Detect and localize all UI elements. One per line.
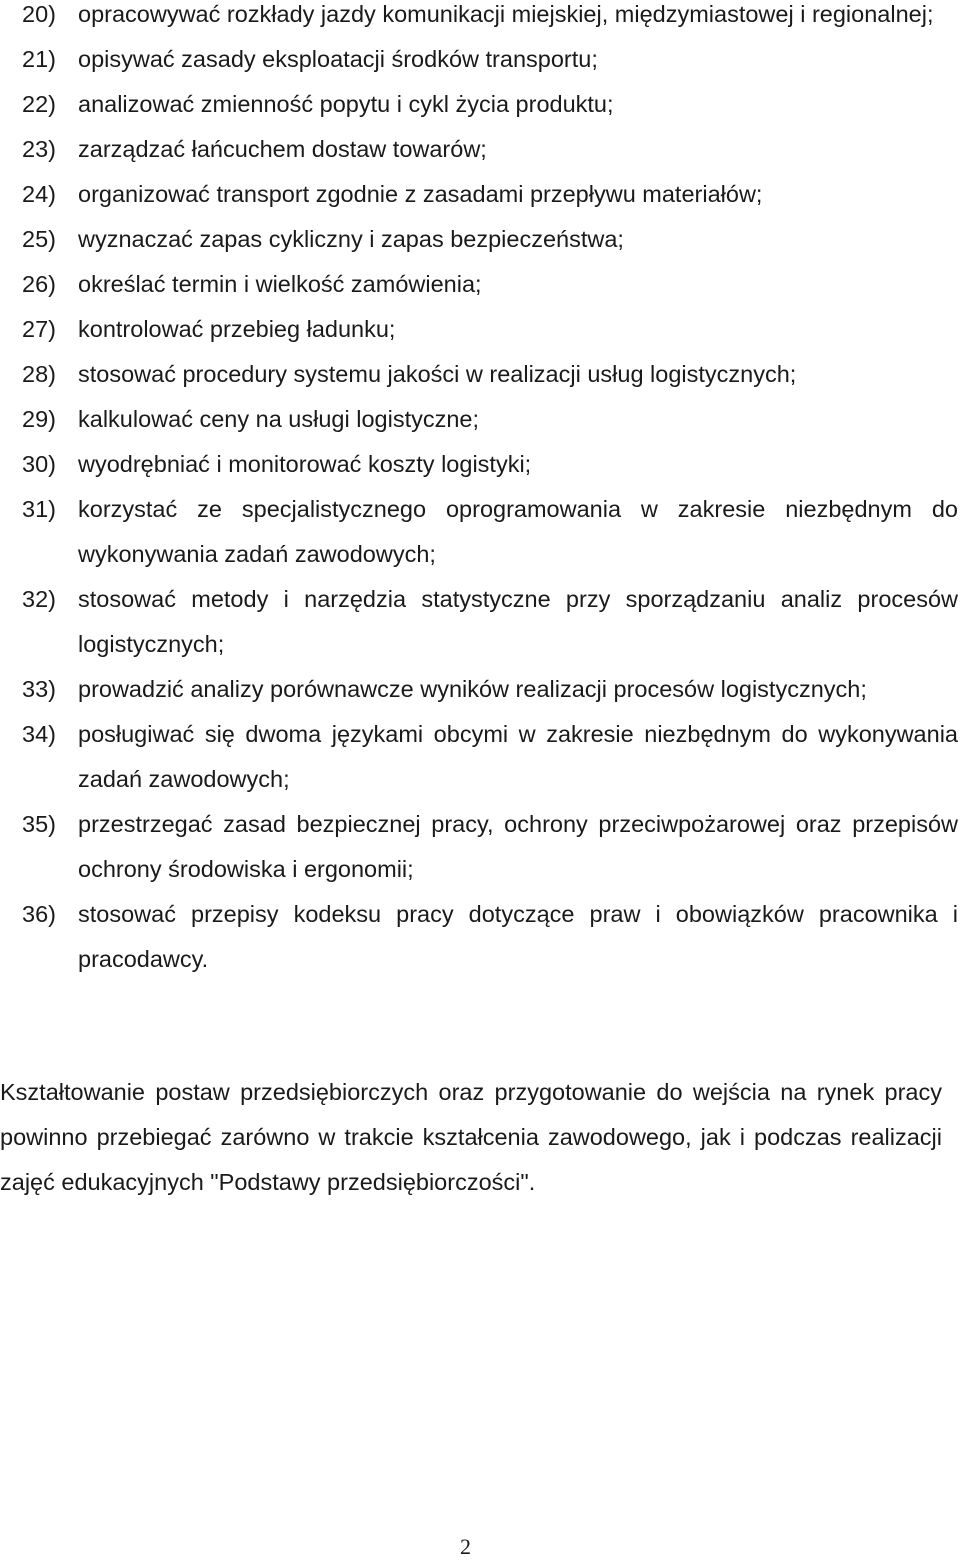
item-number: 31) <box>22 496 56 522</box>
learning-outcomes-list <box>22 0 958 982</box>
list-item <box>22 0 958 37</box>
list-item <box>22 82 958 127</box>
item-text: prowadzić analizy porównawcze wyników realizacji procesów logistycznych; <box>78 676 867 702</box>
list-item <box>22 172 958 217</box>
item-text: stosować metody i narzędzia statystyczne przy sporządzaniu analiz procesów logistycznych; <box>78 586 958 657</box>
entrepreneurship-paragraph: Kształtowanie postaw przedsiębiorczych oraz przygotowanie do wejścia na rynek pracy powinno przebiegać zarówno w trakcie kształcenia zawodowego, jak i podczas realizacji zajęć edukacyjnych "Podstawy przedsiębiorczości". <box>0 1079 942 1195</box>
item-number: 32) <box>22 586 56 612</box>
item-number: 30) <box>22 451 56 477</box>
list-item <box>22 217 958 262</box>
item-number: 20) <box>22 1 56 27</box>
list-item <box>22 802 958 892</box>
list-item <box>22 712 958 802</box>
item-text: stosować procedury systemu jakości w realizacji usług logistycznych; <box>78 361 797 387</box>
list-item <box>22 262 958 307</box>
item-number: 22) <box>22 91 56 117</box>
item-number: 33) <box>22 676 56 702</box>
item-number: 35) <box>22 811 56 837</box>
item-number: 34) <box>22 721 56 747</box>
page-number: 2 <box>460 1534 471 1559</box>
item-number: 25) <box>22 226 56 252</box>
list-item <box>22 307 958 352</box>
item-text: kontrolować przebieg ładunku; <box>78 316 396 342</box>
list-item <box>22 127 958 172</box>
item-text: organizować transport zgodnie z zasadami przepływu materiałów; <box>78 181 763 207</box>
item-text: posługiwać się dwoma językami obcymi w zakresie niezbędnym do wykonywania zadań zawodowych; <box>78 721 958 792</box>
list-item <box>22 397 958 442</box>
item-number: 36) <box>22 901 56 927</box>
list-item <box>22 577 958 667</box>
item-text: analizować zmienność popytu i cykl życia produktu; <box>78 91 614 117</box>
item-text: kalkulować ceny na usługi logistyczne; <box>78 406 480 432</box>
list-item <box>22 442 958 487</box>
item-number: 29) <box>22 406 56 432</box>
item-text: wyodrębniać i monitorować koszty logistyki; <box>78 451 532 477</box>
item-number: 28) <box>22 361 56 387</box>
item-text: przestrzegać zasad bezpiecznej pracy, ochrony przeciwpożarowej oraz przepisów ochrony środowiska i ergonomii; <box>78 811 958 882</box>
item-number: 27) <box>22 316 56 342</box>
item-text: korzystać ze specjalistycznego oprogramowania w zakresie niezbędnym do wykonywania zadań zawodowych; <box>78 496 958 567</box>
item-number: 23) <box>22 136 56 162</box>
list-item <box>22 892 958 982</box>
item-number: 24) <box>22 181 56 207</box>
item-text: opisywać zasady eksploatacji środków transportu; <box>78 46 598 72</box>
item-text: wyznaczać zapas cykliczny i zapas bezpieczeństwa; <box>78 226 624 252</box>
item-number: 21) <box>22 46 56 72</box>
item-text: określać termin i wielkość zamówienia; <box>78 271 482 297</box>
list-item <box>22 352 958 397</box>
item-text: opracowywać rozkłady jazdy komunikacji miejskiej, międzymiastowej i regionalnej; <box>78 1 934 27</box>
item-text: zarządzać łańcuchem dostaw towarów; <box>78 136 487 162</box>
item-text: stosować przepisy kodeksu pracy dotyczące praw i obowiązków pracownika i pracodawcy. <box>78 901 958 972</box>
item-number: 26) <box>22 271 56 297</box>
list-item <box>22 667 958 712</box>
list-item <box>22 37 958 82</box>
list-item <box>22 487 958 577</box>
